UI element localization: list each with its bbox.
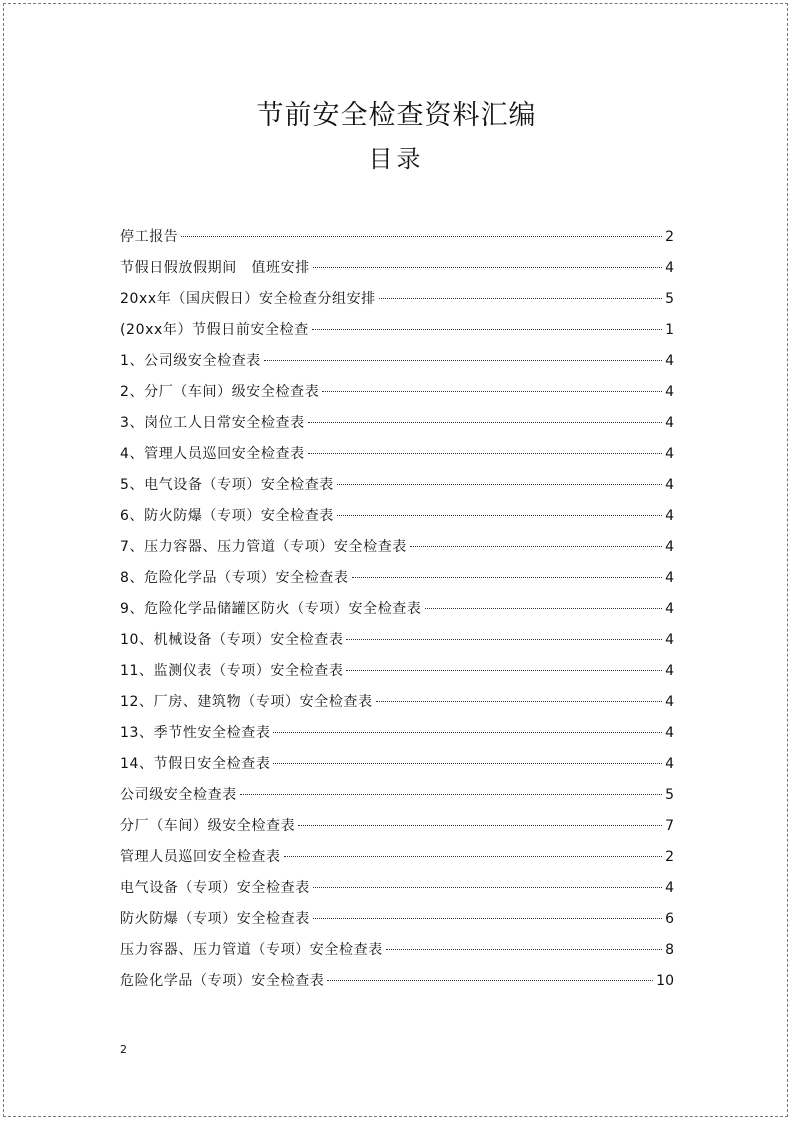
toc-entry-page: 4 bbox=[665, 663, 674, 679]
toc-entry-page: 4 bbox=[665, 601, 674, 617]
toc-entry-page: 4 bbox=[665, 756, 674, 772]
toc-entry[interactable] bbox=[120, 718, 674, 749]
toc-entry[interactable] bbox=[120, 687, 674, 718]
toc-dot-leader bbox=[425, 608, 663, 609]
toc-entry-page: 6 bbox=[665, 911, 674, 927]
toc-entry[interactable] bbox=[120, 594, 674, 625]
toc-entry-label: (20xx年）节假日前安全检查 bbox=[120, 322, 309, 338]
toc-entry-label: 13、季节性安全检查表 bbox=[120, 725, 271, 741]
toc-entry-label: 停工报告 bbox=[120, 229, 179, 245]
toc-entry[interactable] bbox=[120, 377, 674, 408]
toc-dot-leader bbox=[264, 360, 662, 361]
toc-entry-label: 9、危险化学品储罐区防火（专项）安全检查表 bbox=[120, 601, 422, 617]
toc-entry[interactable] bbox=[120, 470, 674, 501]
toc-entry[interactable] bbox=[120, 253, 674, 284]
toc-entry-page: 4 bbox=[665, 477, 674, 493]
toc-entry-label: 7、压力容器、压力管道（专项）安全检查表 bbox=[120, 539, 407, 555]
toc-entry-label: 12、厂房、建筑物（专项）安全检查表 bbox=[120, 694, 373, 710]
toc-entry-page: 4 bbox=[665, 570, 674, 586]
toc-entry-label: 3、岗位工人日常安全检查表 bbox=[120, 415, 305, 431]
toc-entry[interactable] bbox=[120, 656, 674, 687]
toc-dot-leader bbox=[240, 794, 662, 795]
toc-dot-leader bbox=[337, 484, 662, 485]
toc-entry-label: 8、危险化学品（专项）安全检查表 bbox=[120, 570, 349, 586]
toc-entry-page: 4 bbox=[665, 880, 674, 896]
toc-entry-label: 20xx年（国庆假日）安全检查分组安排 bbox=[120, 291, 376, 307]
toc-entry-page: 4 bbox=[665, 260, 674, 276]
toc-dot-leader bbox=[410, 546, 662, 547]
toc-entry[interactable] bbox=[120, 532, 674, 563]
toc-entry-page: 5 bbox=[665, 787, 674, 803]
toc-entry[interactable] bbox=[120, 284, 674, 315]
toc-entry-label: 5、电气设备（专项）安全检查表 bbox=[120, 477, 334, 493]
toc-entry[interactable] bbox=[120, 563, 674, 594]
toc-entry-page: 4 bbox=[665, 508, 674, 524]
toc-dot-leader bbox=[376, 701, 662, 702]
toc-entry[interactable] bbox=[120, 625, 674, 656]
toc-entry-label: 2、分厂（车间）级安全检查表 bbox=[120, 384, 320, 400]
toc-entry-label: 分厂（车间）级安全检查表 bbox=[120, 818, 296, 834]
toc-dot-leader bbox=[337, 515, 662, 516]
toc-entry-page: 7 bbox=[665, 818, 674, 834]
toc-dot-leader bbox=[379, 298, 662, 299]
toc-entry-label: 11、监测仪表（专项）安全检查表 bbox=[120, 663, 344, 679]
toc-entry[interactable] bbox=[120, 501, 674, 532]
toc-entry[interactable] bbox=[120, 966, 674, 997]
toc-dot-leader bbox=[181, 236, 662, 237]
toc-entry[interactable] bbox=[120, 935, 674, 966]
toc-dot-leader bbox=[313, 267, 662, 268]
toc-dot-leader bbox=[273, 732, 662, 733]
toc-entry-label: 6、防火防爆（专项）安全检查表 bbox=[120, 508, 334, 524]
toc-dot-leader bbox=[352, 577, 663, 578]
toc-entry-page: 4 bbox=[665, 415, 674, 431]
toc-dot-leader bbox=[346, 639, 662, 640]
toc-dot-leader bbox=[312, 329, 662, 330]
toc-entry-label: 压力容器、压力管道（专项）安全检查表 bbox=[120, 942, 383, 958]
toc-dot-leader bbox=[284, 856, 662, 857]
toc-dot-leader bbox=[322, 391, 662, 392]
toc-entry-label: 管理人员巡回安全检查表 bbox=[120, 849, 281, 865]
toc-entry-page: 4 bbox=[665, 384, 674, 400]
toc-dot-leader bbox=[346, 670, 662, 671]
toc-entry-label: 10、机械设备（专项）安全检查表 bbox=[120, 632, 344, 648]
toc-dot-leader bbox=[308, 422, 662, 423]
toc-entry[interactable] bbox=[120, 842, 674, 873]
toc-entry[interactable] bbox=[120, 439, 674, 470]
toc-dot-leader bbox=[308, 453, 662, 454]
toc-entry-label: 危险化学品（专项）安全检查表 bbox=[120, 973, 325, 989]
toc-entry[interactable] bbox=[120, 408, 674, 439]
toc-dot-leader bbox=[327, 980, 653, 981]
toc-entry-page: 4 bbox=[665, 539, 674, 555]
toc-entry-page: 4 bbox=[665, 632, 674, 648]
page-number: 2 bbox=[120, 1043, 127, 1056]
toc-entry-label: 节假日假放假期间 值班安排 bbox=[120, 260, 310, 276]
toc-entry-page: 4 bbox=[665, 353, 674, 369]
toc-entry-page: 5 bbox=[665, 291, 674, 307]
toc-entry-page: 10 bbox=[656, 973, 674, 989]
toc-entry-page: 2 bbox=[665, 849, 674, 865]
toc-entry[interactable] bbox=[120, 315, 674, 346]
table-of-contents bbox=[120, 222, 674, 997]
toc-dot-leader bbox=[313, 887, 662, 888]
toc-entry[interactable] bbox=[120, 873, 674, 904]
document-title: 节前安全检查资料汇编 bbox=[256, 100, 537, 131]
toc-entry-page: 1 bbox=[665, 322, 674, 338]
toc-entry-page: 2 bbox=[665, 229, 674, 245]
toc-entry[interactable] bbox=[120, 904, 674, 935]
toc-entry-label: 公司级安全检查表 bbox=[120, 787, 237, 803]
toc-dot-leader bbox=[298, 825, 662, 826]
toc-dot-leader bbox=[273, 763, 662, 764]
toc-dot-leader bbox=[313, 918, 662, 919]
toc-entry-page: 4 bbox=[665, 694, 674, 710]
toc-entry-page: 8 bbox=[665, 942, 674, 958]
toc-entry-label: 4、管理人员巡回安全检查表 bbox=[120, 446, 305, 462]
toc-entry[interactable] bbox=[120, 811, 674, 842]
toc-entry-label: 1、公司级安全检查表 bbox=[120, 353, 261, 369]
toc-entry[interactable] bbox=[120, 749, 674, 780]
toc-heading: 目录 bbox=[368, 145, 425, 173]
toc-entry-label: 防火防爆（专项）安全检查表 bbox=[120, 911, 310, 927]
toc-entry-label: 电气设备（专项）安全检查表 bbox=[120, 880, 310, 896]
toc-entry[interactable] bbox=[120, 222, 674, 253]
toc-entry-label: 14、节假日安全检查表 bbox=[120, 756, 271, 772]
toc-entry[interactable] bbox=[120, 780, 674, 811]
toc-dot-leader bbox=[386, 949, 662, 950]
toc-entry-page: 4 bbox=[665, 725, 674, 741]
toc-entry[interactable] bbox=[120, 346, 674, 377]
toc-entry-page: 4 bbox=[665, 446, 674, 462]
